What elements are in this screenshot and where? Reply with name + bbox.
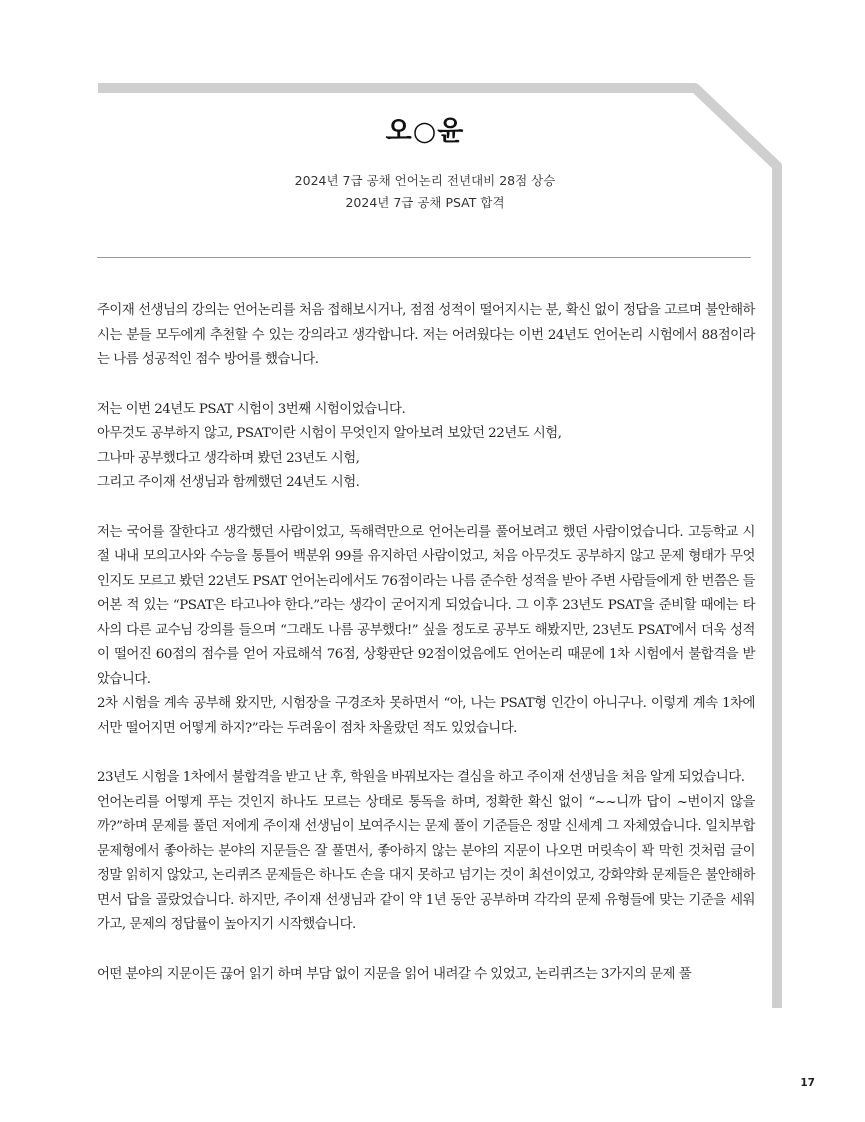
page-number: 17 (800, 1077, 815, 1089)
paragraph-background: 저는 국어를 잘한다고 생각했던 사람이었고, 독해력만으로 언어논리를 풀어보려고 했던 사람이었습니다. 고등학교 시절 내내 모의고사와 수능을 통틀어 백분위 99를 유지하던 사람이었고, 처음 아무것도 공부하지 않고 문제 형태가 무엇인지도 모르고 봤던 22년도 PSAT 언어논리에서도 76점이라는 나름 준수한 성적을 받아 주변 사람들에게 한 번쯤은 들어본 적 있는 “PSAT은 타고나야 한다.”라는 생각이 굳어지게 되었습니다. 그 이후 23년도 PSAT을 준비할 때에는 타사의 다른 교수님 강의를 들으며 “그래도 나름 공부했다!” 싶을 정도로 공부도 해봤지만, 23년도 PSAT에서 더욱 성적이 떨어진 60점의 점수를 얻어 자료해석 76점, 상황판단 92점이었음에도 언어논리 때문에 1차 시험에서 불합격을 받았습니다. (97, 524, 755, 687)
paragraph-meeting-teacher: 23년도 시험을 1차에서 불합격을 받고 난 후, 학원을 바꿔보자는 결심을 하고 주이재 선생님을 처음 알게 되었습니다. (97, 770, 745, 785)
history-line: 아무것도 공부하지 않고, PSAT이란 시험이 무엇인지 알아보려 보았던 22년도 시험, (97, 426, 562, 441)
profile-name: 오○윤 (385, 116, 465, 147)
history-line: 그나마 공부했다고 생각하며 봤던 23년도 시험, (97, 450, 360, 466)
profile-header (98, 112, 752, 214)
history-line: 저는 이번 24년도 PSAT 시험이 3번째 시험이었습니다. (97, 401, 406, 417)
header-divider (97, 257, 751, 258)
history-line: 그리고 주이재 선생님과 함께했던 24년도 시험. (97, 475, 360, 490)
achievement-score-increase: 2024년 7급 공채 언어논리 전년대비 28점 상승 (294, 173, 556, 188)
paragraph-fear: 2차 시험을 계속 공부해 왔지만, 시험장을 구경조차 못하면서 “아, 나는 PSAT형 인간이 아니구나. 이렇게 계속 1차에서만 떨어지면 어떻게 하지?”라는 두려움이 점차 차올랐던 적도 있었습니다. (97, 696, 755, 736)
paragraph-exam-history (97, 398, 755, 496)
testimonial-body (97, 299, 755, 987)
achievement-pass: 2024년 7급 공채 PSAT 합격 (345, 195, 505, 210)
paragraph-study-method: 언어논리를 어떻게 푸는 것인지 하나도 모르는 상태로 통독을 하며, 정확한 확신 없이 “~~니까 답이 ~번이지 않을까?”하며 문제를 풀던 저에게 주이재 선생님이 보여주시는 문제 풀이 기준들은 정말 신세계 그 자체였습니다. 일치부합 문제형에서 좋아하는 분야의 지문들은 잘 풀면서, 좋아하지 않는 분야의 지문이 나오면 머릿속이 꽉 막힌 것처럼 글이 정말 읽히지 않았고, 논리퀴즈 문제들은 하나도 손을 대지 못하고 넘기는 것이 최선이었고, 강화약화 문제들은 불안해하면서 답을 골랐었습니다. 하지만, 주이재 선생님과 같이 약 1년 동안 공부하며 각각의 문제 유형들에 맞는 기준을 세워가고, 문제의 정답률이 높아지기 시작했습니다. (97, 794, 755, 932)
paragraph-results: 어떤 분야의 지문이든 끊어 읽기 하며 부담 없이 지문을 읽어 내려갈 수 있었고, 논리퀴즈는 3가지의 문제 풀 (97, 966, 692, 982)
paragraph-recommendation: 주이재 선생님의 강의는 언어논리를 처음 접해보시거나, 점점 성적이 떨어지시는 분, 확신 없이 정답을 고르며 불안해하시는 분들 모두에게 추천할 수 있는 강의라고 생각합니다. 저는 어려웠다는 이번 24년도 언어논리 시험에서 88점이라는 나름 성공적인 점수 방어를 했습니다. (97, 303, 755, 367)
